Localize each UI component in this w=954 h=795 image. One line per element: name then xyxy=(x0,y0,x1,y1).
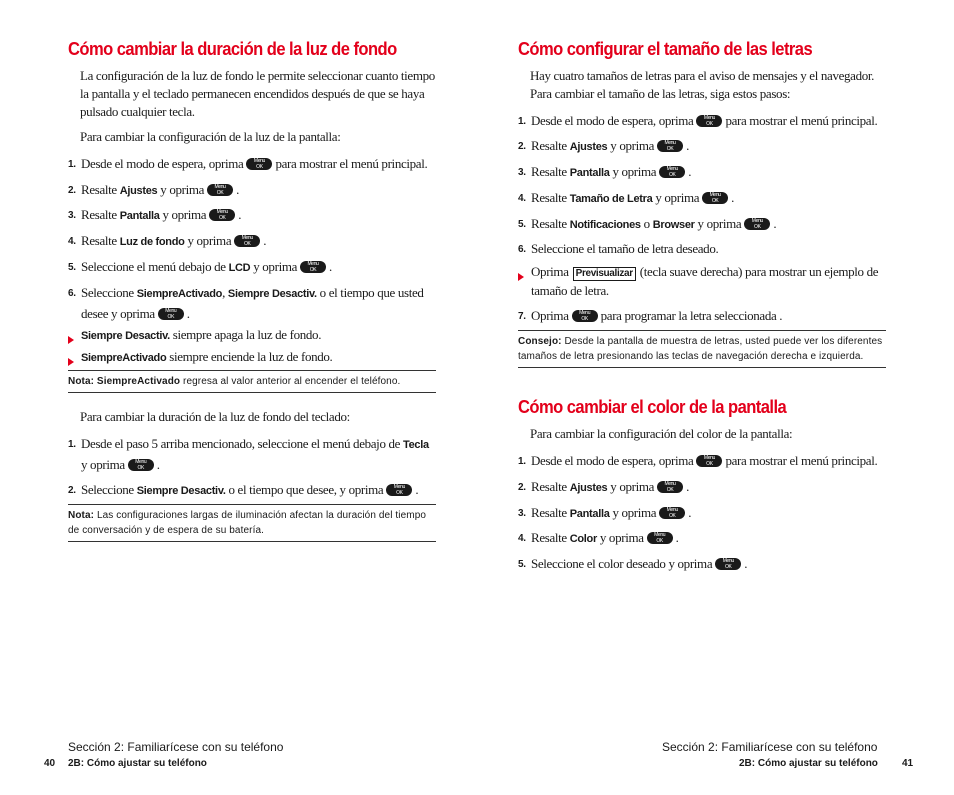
note-label: Nota: xyxy=(68,510,95,521)
step-text: y oprima xyxy=(160,182,205,197)
step-2: 2. Resalte Ajustes y oprima Menu OK . xyxy=(518,136,886,157)
step-7 xyxy=(518,306,886,326)
step-number: 2. xyxy=(68,485,76,496)
step-text: Resalte xyxy=(531,530,567,545)
menu-option: LCD xyxy=(228,262,251,274)
menu-option: Siempre Desactiv. xyxy=(227,288,317,300)
step-number: 1. xyxy=(518,456,526,467)
step-5: 5. Resalte Notificaciones o Browser y oprima Menu OK . xyxy=(518,214,886,235)
menu-ok-key-icon: Menu OK xyxy=(128,459,154,471)
step-number: 3. xyxy=(518,167,526,178)
step-text: para programar la letra seleccionada . xyxy=(600,308,783,323)
note-label: Nota: SiempreActivado xyxy=(68,376,181,387)
step-1 xyxy=(68,154,436,174)
step-text: Resalte xyxy=(531,164,567,179)
menu-option: Pantalla xyxy=(569,508,610,520)
step-text: y oprima xyxy=(599,530,644,545)
menu-ok-key-icon: Menu OK xyxy=(702,192,728,204)
step-text: y oprima xyxy=(612,505,657,520)
step-text: Resalte xyxy=(531,505,567,520)
menu-option: Siempre Desactiv. xyxy=(81,330,170,342)
triangle-bullet-icon xyxy=(518,273,524,281)
step-text: para mostrar el menú principal. xyxy=(725,453,878,468)
step-text: Seleccione el color deseado y oprima xyxy=(531,556,713,571)
tip-label: Consejo: xyxy=(518,336,562,347)
step-text: Resalte xyxy=(531,190,567,205)
note-box xyxy=(68,370,436,393)
bullet-preview xyxy=(518,262,886,300)
menu-ok-key-icon: Menu OK xyxy=(696,455,722,467)
menu-ok-key-icon: Menu OK xyxy=(744,218,770,230)
step-text: Resalte xyxy=(531,216,567,231)
step-text: Desde el modo de espera, oprima xyxy=(81,156,244,171)
lead-paragraph: Para cambiar la duración de la luz de fondo del teclado: xyxy=(80,409,350,424)
menu-option: Tamaño de Letra xyxy=(569,193,653,205)
step-number: 6. xyxy=(68,288,76,299)
bullet-always-on xyxy=(68,347,436,371)
step-text: Oprima xyxy=(531,308,569,323)
step-number: 1. xyxy=(518,116,526,127)
step-text: y oprima xyxy=(655,190,700,205)
step-1 xyxy=(518,451,886,471)
tip-text: Desde la pantalla de muestra de letras, usted puede ver los diferentes tamaños de letra presionando las teclas de navegación derecha e izquierda. xyxy=(518,336,883,362)
menu-option: SiempreActivado xyxy=(81,352,167,364)
step-6 xyxy=(518,239,886,259)
menu-ok-key-icon: Menu OK xyxy=(659,166,685,178)
menu-ok-key-icon: Menu OK xyxy=(300,261,326,273)
menu-option: Ajustes xyxy=(569,482,608,494)
step-3: 3. Resalte Pantalla y oprima Menu OK . xyxy=(518,162,886,183)
menu-ok-key-icon: Menu OK xyxy=(657,481,683,493)
menu-ok-key-icon: Menu OK xyxy=(234,235,260,247)
bullet-text: siempre apaga la luz de fondo. xyxy=(172,327,322,342)
step-text: Resalte xyxy=(81,182,117,197)
step-text: Resalte xyxy=(81,207,117,222)
step-text: para mostrar el menú principal. xyxy=(275,156,428,171)
step-number: 4. xyxy=(518,193,526,204)
step-number: 7. xyxy=(518,311,526,322)
step-text: Seleccione el menú debajo de xyxy=(81,259,226,274)
step-3: 3. Resalte Pantalla y oprima Menu OK . xyxy=(68,205,436,226)
bullet-text: siempre enciende la luz de fondo. xyxy=(169,349,333,364)
menu-option: Ajustes xyxy=(569,141,608,153)
lead-paragraph: Para cambiar la configuración del color de la pantalla: xyxy=(530,426,793,441)
step-4: 4. Resalte Tamaño de Letra y oprima Menu OK . xyxy=(518,188,886,209)
step-number: 4. xyxy=(68,236,76,247)
menu-ok-key-icon: Menu OK xyxy=(659,507,685,519)
intro-paragraph: Hay cuatro tamaños de letras para el aviso de mensajes y el navegador. Para cambiar el tamaño de las letras, siga estos pasos: xyxy=(530,68,875,101)
menu-option: Pantalla xyxy=(569,167,610,179)
bullet-text: (tecla suave derecha) para mostrar un ejemplo de tamaño de letra. xyxy=(531,264,879,298)
step-text: o el tiempo que desee, y oprima xyxy=(228,482,384,497)
step-text: y oprima xyxy=(187,233,232,248)
step-text: Seleccione el tamaño de letra deseado. xyxy=(531,241,719,256)
step-text: Desde el modo de espera, oprima xyxy=(531,113,694,128)
triangle-bullet-icon xyxy=(68,358,74,366)
step-text: y oprima xyxy=(253,259,298,274)
section-title-backlight: Cómo cambiar la duración de la luz de fondo xyxy=(68,39,397,59)
menu-option: Pantalla xyxy=(119,210,160,222)
step-text: para mostrar el menú principal. xyxy=(725,113,878,128)
step-3: 3. Resalte Pantalla y oprima Menu OK . xyxy=(518,503,886,524)
page-number-right: 41 xyxy=(902,758,914,769)
step-1 xyxy=(518,111,886,131)
tip-box xyxy=(518,330,886,368)
bullet-text: Oprima xyxy=(531,264,569,279)
step-text: y oprima xyxy=(81,457,125,472)
step-2: 2. Resalte Ajustes y oprima Menu OK . xyxy=(518,477,886,498)
menu-ok-key-icon: Menu OK xyxy=(647,532,673,544)
menu-ok-key-icon: Menu OK xyxy=(246,158,272,170)
menu-option: SiempreActivado xyxy=(136,288,223,300)
footer-section-right: Sección 2: Familiarícese con su teléfono xyxy=(662,740,878,754)
step-number: 5. xyxy=(518,219,526,230)
step-5: 5. Seleccione el menú debajo de LCD y oprima Menu OK . xyxy=(68,257,436,278)
note-text: Las configuraciones largas de iluminación afectan la duración del tiempo de conversación y de espera de su batería. xyxy=(68,510,427,536)
step-number: 5. xyxy=(68,262,76,273)
step-text: Resalte xyxy=(531,138,567,153)
step-text: Resalte xyxy=(531,479,567,494)
step-text: y oprima xyxy=(162,207,207,222)
step-number: 2. xyxy=(518,141,526,152)
step-text: Resalte xyxy=(81,233,117,248)
triangle-bullet-icon xyxy=(68,336,74,344)
menu-ok-key-icon: Menu OK xyxy=(696,115,722,127)
menu-ok-key-icon: Menu OK xyxy=(572,310,598,322)
footer-section-left: Sección 2: Familiarícese con su teléfono xyxy=(68,740,284,754)
step-text: y oprima xyxy=(610,479,655,494)
note-box xyxy=(68,504,436,542)
menu-option: Ajustes xyxy=(119,185,158,197)
menu-option: Tecla xyxy=(402,439,429,451)
menu-ok-key-icon: Menu OK xyxy=(386,484,412,496)
menu-option: Browser xyxy=(652,219,695,231)
step-2: 2. Seleccione Siempre Desactiv. o el tiempo que desee, y oprima Menu OK . xyxy=(68,480,436,501)
step-number: 1. xyxy=(68,159,76,170)
step-2: 2. Resalte Ajustes y oprima Menu OK . xyxy=(68,180,436,201)
footer-chapter-right: 2B: Cómo ajustar su teléfono xyxy=(739,758,878,769)
step-4: 4. Resalte Luz de fondo y oprima Menu OK . xyxy=(68,231,436,252)
page-number-left: 40 xyxy=(44,758,56,769)
note-text: regresa al valor anterior al encender el teléfono. xyxy=(183,376,401,387)
step-number: 3. xyxy=(518,508,526,519)
step-text: y oprima xyxy=(610,138,655,153)
section-title-screen-color: Cómo cambiar el color de la pantalla xyxy=(518,397,787,417)
step-text: Desde el modo de espera, oprima xyxy=(531,453,694,468)
step-1: 1. Desde el paso 5 arriba mencionado, seleccione el menú debajo de Tecla y oprima Menu OK . xyxy=(68,436,429,472)
section-title-font-size: Cómo configurar el tamaño de las letras xyxy=(518,39,813,59)
menu-option: Color xyxy=(569,533,597,545)
menu-ok-key-icon: Menu OK xyxy=(209,209,235,221)
intro-paragraph: La configuración de la luz de fondo le permite seleccionar cuanto tiempo la pantalla y el teclado permanecen encendidos después de que se haya pulsado cualquier tecla. xyxy=(80,68,435,119)
step-number: 6. xyxy=(518,244,526,255)
menu-ok-key-icon: Menu OK xyxy=(657,140,683,152)
step-number: 5. xyxy=(518,559,526,570)
bullet-always-off xyxy=(68,325,436,349)
step-text: o el tiempo que usted desee y oprima xyxy=(81,285,424,321)
lead-paragraph: Para cambiar la configuración de la luz de la pantalla: xyxy=(80,129,341,144)
step-5: 5. Seleccione el color deseado y oprima Menu OK . xyxy=(518,554,886,574)
menu-ok-key-icon: Menu OK xyxy=(207,184,233,196)
previsualizar-softkey: Previsualizar xyxy=(573,267,636,281)
step-number: 3. xyxy=(68,210,76,221)
step-4: 4. Resalte Color y oprima Menu OK . xyxy=(518,528,886,549)
step-text: y oprima xyxy=(612,164,657,179)
step-text: Seleccione xyxy=(81,482,134,497)
menu-ok-key-icon: Menu OK xyxy=(715,558,741,570)
step-6: 6. Seleccione SiempreActivado, Siempre Desactiv. o el tiempo que usted desee y oprima Menu OK . xyxy=(68,285,424,321)
step-number: 4. xyxy=(518,533,526,544)
menu-option: Notificaciones xyxy=(569,219,641,231)
menu-option: Luz de fondo xyxy=(119,236,185,248)
step-number: 2. xyxy=(68,185,76,196)
step-number: 2. xyxy=(518,482,526,493)
step-text: Desde el paso 5 arriba mencionado, seleccione el menú debajo de xyxy=(81,436,401,451)
step-number: 1. xyxy=(68,439,76,450)
step-text: y oprima xyxy=(697,216,742,231)
menu-ok-key-icon: Menu OK xyxy=(158,308,184,320)
step-text: Seleccione xyxy=(81,285,134,300)
footer-chapter-left: 2B: Cómo ajustar su teléfono xyxy=(68,758,207,769)
menu-option: Siempre Desactiv. xyxy=(136,485,226,497)
